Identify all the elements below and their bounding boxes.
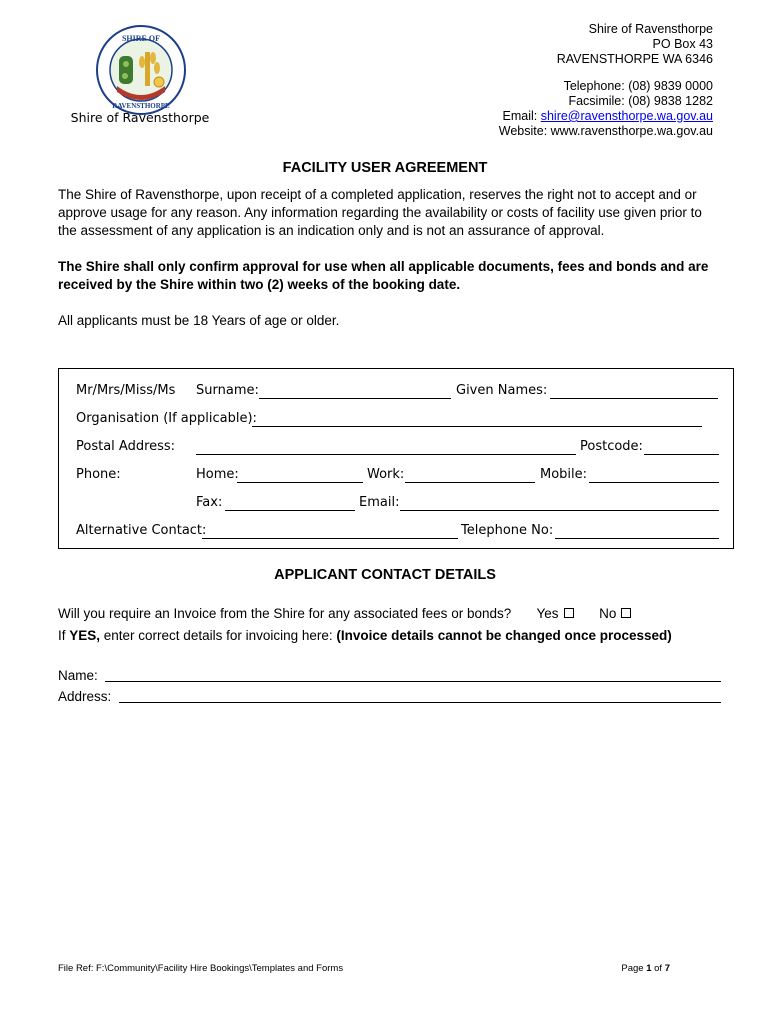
email-link[interactable]: shire@ravensthorpe.wa.gov.au [540,109,713,123]
postcode-field[interactable] [644,454,719,455]
shire-logo [95,24,187,116]
invoice-question: Will you require an Invoice from the Shire for any associated fees or bonds? [58,606,512,621]
logo-top-text: SHIRE OF [121,34,161,43]
work-label: Work: [367,467,405,482]
yes-option[interactable] [537,606,574,621]
postal-address-field[interactable] [196,454,576,455]
alternative-contact-field[interactable] [202,538,458,539]
email-label: Email: [502,109,541,123]
no-checkbox[interactable] [621,608,631,618]
facsimile: Facsimile: (08) 9838 1282 [568,94,713,108]
fax-label: Fax: [196,495,223,510]
email-line [499,109,713,124]
mobile-field[interactable] [589,482,719,483]
page-of: of [651,963,665,974]
logo-bottom-text: RAVENSTHORPE [112,102,170,110]
given-names-label: Given Names: [456,383,548,398]
town: RAVENSTHORPE WA 6346 [556,52,713,66]
po-box: PO Box 43 [652,37,713,51]
invoice-name-field[interactable] [105,681,721,682]
home-label: Home: [196,467,239,482]
section-title: APPLICANT CONTACT DETAILS [274,567,496,583]
file-reference: File Ref: F:\Community\Facility Hire Bookings\Templates and Forms [58,963,344,974]
telephone-no-label: Telephone No: [461,523,554,538]
given-names-field[interactable] [550,398,718,399]
email-label: Email: [359,495,400,510]
approval-notice: The Shire shall only confirm approval for use when all applicable documents, fees and bonds and are received by the Shire within two (2) weeks of the booking date. [58,259,709,292]
organisation-label: Organisation (If applicable): [76,411,257,426]
page-label: Page [621,963,647,974]
logo-caption: Shire of Ravensthorpe [70,110,210,125]
fax-field[interactable] [225,510,355,511]
invoice-instruction [58,627,758,645]
invoice-name-label: Name: [58,668,98,683]
invoice-question-row [58,605,758,623]
invoice-warning: (Invoice details cannot be changed once processed) [336,628,672,643]
home-phone-field[interactable] [237,482,363,483]
surname-field[interactable] [259,398,451,399]
age-notice: All applicants must be 18 Years of age or older. [58,313,340,328]
intro-paragraph: The Shire of Ravensthorpe, upon receipt of a completed application, reserves the right not to accept and or approve usage for any reason. Any information regarding the availability or costs of facility use given prior to the assessment of any application is an indication only and is not an assurance of approval. [58,187,702,238]
yes-bold-text: YES, [69,628,101,643]
work-phone-field[interactable] [405,482,535,483]
applicant-form-box [58,368,734,549]
page-total: 7 [664,963,670,974]
yes-checkbox[interactable] [564,608,574,618]
yes-label: Yes [536,606,559,621]
telephone: Telephone: (08) 9839 0000 [563,79,713,93]
title-label: Mr/Mrs/Miss/Ms [76,383,176,398]
surname-label: Surname: [196,383,259,398]
mobile-label: Mobile: [540,467,588,482]
email-field[interactable] [400,510,719,511]
alternative-telephone-field[interactable] [555,538,719,539]
website: Website: www.ravensthorpe.wa.gov.au [498,124,713,138]
address-block [499,22,713,139]
invoice-address-label: Address: [58,689,112,704]
alternative-contact-label: Alternative Contact: [76,523,207,538]
phone-label: Phone: [76,467,121,482]
organisation-field[interactable] [252,426,702,427]
if-text: If [58,628,70,643]
no-option[interactable] [599,606,631,621]
page-title: FACILITY USER AGREEMENT [282,160,488,176]
postal-address-label: Postal Address: [76,439,176,454]
page-number [621,963,670,974]
postcode-label: Postcode: [580,439,643,454]
invoice-address-field[interactable] [119,702,721,703]
enter-details-text: enter correct details for invoicing here: [100,628,337,643]
org-name: Shire of Ravensthorpe [588,22,713,36]
no-label: No [599,606,617,621]
page-current: 1 [646,963,652,974]
